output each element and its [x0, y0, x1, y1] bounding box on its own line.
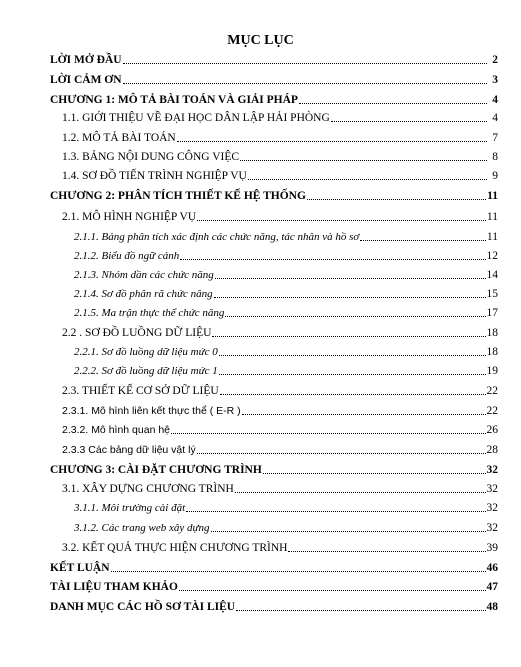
toc-entry-page: 18	[486, 346, 498, 358]
toc-entry[interactable]	[50, 481, 498, 496]
toc-entry-page: 19	[486, 365, 498, 377]
toc-entry[interactable]	[50, 560, 498, 575]
toc-entry-page: 3	[492, 74, 498, 86]
toc-entry[interactable]	[50, 229, 498, 244]
toc-entry[interactable]	[50, 442, 498, 457]
toc-entry-title: 2.3.2. Mô hình quan hệ	[62, 424, 170, 436]
toc-entry-title: 2.1.5. Ma trận thực thể chức năng	[74, 307, 225, 319]
toc-entry[interactable]	[50, 462, 498, 477]
toc-entry-page: 32	[486, 483, 498, 495]
toc-entry-page: 12	[486, 250, 498, 262]
toc-entry-page: 11	[487, 190, 498, 202]
toc-entry-title: 2.3. THIẾT KẾ CƠ SỞ DỮ LIỆU	[62, 385, 219, 397]
toc-entry-page: 22	[486, 405, 498, 417]
toc-entry[interactable]	[50, 188, 498, 203]
dot-leader	[211, 530, 486, 532]
toc-entry-page: 39	[486, 542, 498, 554]
toc-entry-page: 7	[492, 132, 498, 144]
toc-entry-title: 2.1.4. Sơ đồ phân rã chức năng	[74, 288, 213, 300]
toc-entry-title: 3.1.2. Các trang web xây dựng	[74, 522, 210, 534]
dot-leader	[307, 198, 486, 200]
dot-leader	[212, 335, 485, 337]
toc-entry-title: 1.1. GIỚI THIỆU VỀ ĐẠI HỌC DÂN LẬP HẢI PHÒNG	[62, 112, 330, 124]
toc-entry-page: 26	[486, 424, 498, 436]
dot-leader	[214, 296, 486, 298]
toc-entry-title: 2.3.3 Các bảng dữ liệu vật lý	[62, 444, 196, 456]
toc-entry-page: 48	[486, 601, 498, 613]
dot-leader	[288, 550, 485, 552]
toc-entry[interactable]	[50, 305, 498, 320]
dot-leader	[219, 354, 486, 356]
dot-leader	[215, 277, 486, 279]
toc-entry-page: 46	[486, 562, 498, 574]
dot-leader	[219, 373, 486, 375]
toc-entry[interactable]	[50, 344, 498, 359]
toc-entry-page: 17	[486, 307, 498, 319]
toc-entry-page: 9	[492, 170, 498, 182]
toc-entry-page: 2	[492, 54, 498, 66]
dot-leader	[263, 472, 486, 474]
toc-entry-title: 2.1.1. Bảng phân tích xác định các chức năng, tác nhân và hồ sơ	[74, 231, 360, 243]
toc-entry-title: DANH MỤC CÁC HỒ SƠ TÀI LIỆU	[50, 601, 236, 613]
toc-entry[interactable]	[50, 422, 498, 437]
toc-entry-page: 8	[492, 151, 498, 163]
toc-entry[interactable]	[50, 149, 498, 164]
toc-entry-title: CHƯƠNG 2: PHÂN TÍCH THIẾT KẾ HỆ THỐNG	[50, 190, 306, 202]
dot-leader	[242, 413, 486, 415]
toc-entry-page: 47	[486, 581, 498, 593]
toc-entry[interactable]	[50, 540, 498, 555]
toc-entry[interactable]	[50, 52, 498, 67]
toc-entry-page: 22	[486, 385, 498, 397]
dot-leader	[171, 432, 486, 434]
dot-leader	[180, 258, 485, 260]
toc-entry-page: 11	[486, 231, 498, 243]
toc-entry-title: 2.2 . SƠ ĐỒ LUỒNG DỮ LIỆU	[62, 327, 212, 339]
dot-leader	[186, 510, 485, 512]
toc-entry[interactable]	[50, 267, 498, 282]
dot-leader	[299, 102, 487, 104]
toc-entry[interactable]	[50, 168, 498, 183]
toc-entry-page: 32	[486, 522, 498, 534]
toc-entry-page: 4	[492, 94, 498, 106]
toc-entry[interactable]	[50, 599, 498, 614]
toc-entry-title: 2.1. MÔ HÌNH NGHIỆP VỤ	[62, 211, 197, 223]
dot-leader	[111, 570, 486, 572]
toc-entry-page: 11	[486, 211, 498, 223]
toc-title: MỤC LỤC	[227, 33, 294, 48]
toc-entry-title: CHƯƠNG 1: MÔ TẢ BÀI TOÁN VÀ GIẢI PHÁP	[50, 94, 298, 106]
toc-entry-title: 2.2.1. Sơ đồ luồng dữ liệu mức 0	[74, 346, 218, 358]
toc-entry-title: CHƯƠNG 3: CÀI ĐẶT CHƯƠNG TRÌNH	[50, 464, 262, 476]
dot-leader	[331, 120, 487, 122]
dot-leader	[235, 491, 486, 493]
toc-entry-page: 15	[486, 288, 498, 300]
toc-entry[interactable]	[50, 325, 498, 340]
toc-entry-title: 3.1.1. Môi trường cài đặt	[74, 502, 186, 514]
toc-entry[interactable]	[50, 72, 498, 87]
toc-entry[interactable]	[50, 92, 498, 107]
dot-leader	[197, 219, 486, 221]
dot-leader	[236, 609, 485, 611]
toc-entry[interactable]	[50, 130, 498, 145]
toc-entry[interactable]	[50, 363, 498, 378]
toc-entry-page: 32	[486, 464, 498, 476]
toc-entry[interactable]	[50, 403, 498, 418]
toc-entry-page: 18	[486, 327, 498, 339]
toc-entry-title: 2.2.2. Sơ đồ luồng dữ liệu mức 1	[74, 365, 218, 377]
dot-leader	[123, 62, 487, 64]
toc-entry-title: 2.3.1. Mô hình liên kết thực thể ( E-R )	[62, 405, 241, 417]
toc-entry[interactable]	[50, 209, 498, 224]
dot-leader	[123, 82, 487, 84]
toc-entry-title: KẾT LUẬN	[50, 562, 110, 574]
toc-entry[interactable]	[50, 520, 498, 535]
dot-leader	[179, 589, 486, 591]
dot-leader	[225, 315, 485, 317]
toc-entry[interactable]	[50, 248, 498, 263]
toc-entry-title: 1.3. BẢNG NỘI DUNG CÔNG VIỆC	[62, 151, 240, 163]
toc-entry-title: 2.1.3. Nhóm dần các chức năng	[74, 269, 214, 281]
dot-leader	[177, 140, 487, 142]
dot-leader	[240, 159, 487, 161]
toc-entry-title: LỜI MỞ ĐẦU	[50, 54, 122, 66]
toc-entry-page: 32	[486, 502, 498, 514]
toc-entry-title: LỜI CẢM ƠN	[50, 74, 122, 86]
toc-entry-page: 4	[492, 112, 498, 124]
toc-entry-title: 3.2. KẾT QUẢ THỰC HIỆN CHƯƠNG TRÌNH	[62, 542, 288, 554]
toc-entry-title: 1.4. SƠ ĐỒ TIẾN TRÌNH NGHIỆP VỤ	[62, 170, 247, 182]
toc-entry-page: 28	[486, 444, 498, 456]
dot-leader	[220, 393, 486, 395]
dot-leader	[197, 452, 486, 454]
toc-entry[interactable]	[50, 500, 498, 515]
toc-entry-page: 14	[486, 269, 498, 281]
dot-leader	[248, 178, 487, 180]
toc-entry[interactable]	[50, 383, 498, 398]
toc-entry-title: 3.1. XÂY DỰNG CHƯƠNG TRÌNH	[62, 483, 234, 495]
toc-entry[interactable]	[50, 579, 498, 594]
toc-entry[interactable]	[50, 110, 498, 125]
toc-entry-title: 2.1.2. Biểu đồ ngữ cảnh	[74, 250, 180, 262]
toc-entry-title: 1.2. MÔ TẢ BÀI TOÁN	[62, 132, 176, 144]
toc-entry[interactable]	[50, 286, 498, 301]
toc-entry-title: TÀI LIỆU THAM KHẢO	[50, 581, 178, 593]
dot-leader	[360, 239, 486, 241]
